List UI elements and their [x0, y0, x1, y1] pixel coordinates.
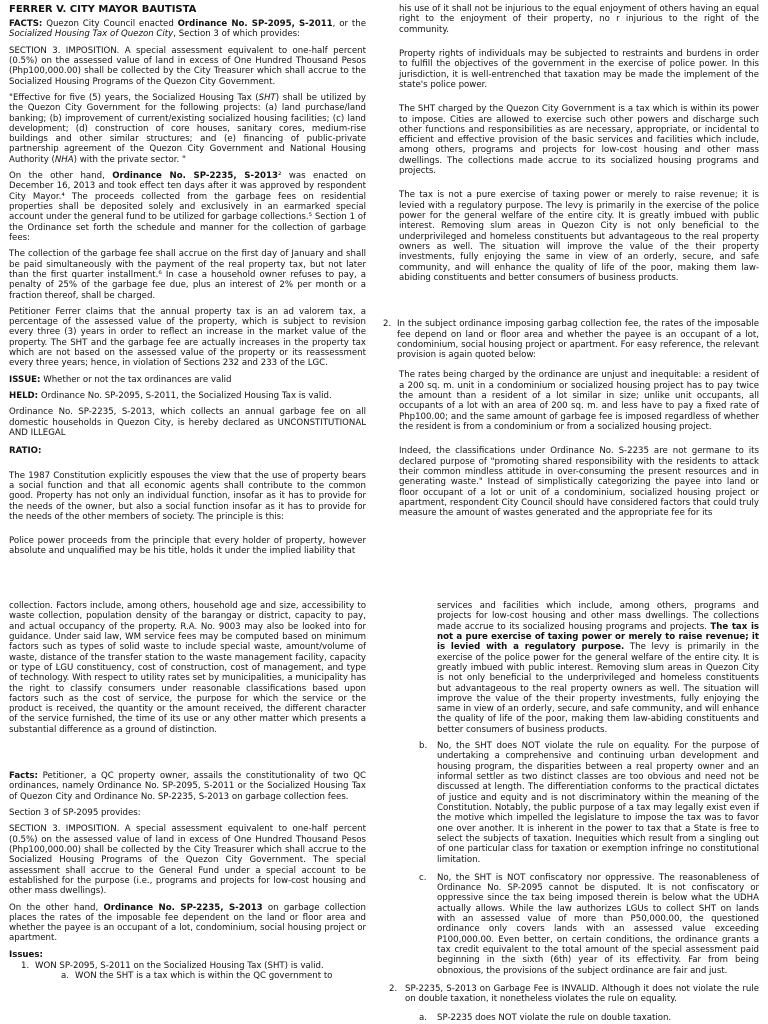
held-line: HELD: Ordinance No. SP-2095, S-2011, the Socialized Housing Tax is valid.: [9, 391, 332, 401]
case-title: FERRER V. CITY MAYOR BAUTISTA: [9, 4, 197, 15]
bottom-right-column: [389, 601, 759, 1023]
top-right-column: [383, 4, 759, 525]
held-item-c: c. No, the SHT is NOT confiscatory nor oppressive. The reasonableness of Ordinance No. SP-2095 cannot be disputed. It is not confiscatory or oppressive since the tax being imposed therein is below what the UDHA actually allows. While the law authorizes LGUs to collect SHT on lands with an assessed value of more than P50,000.00, the questioned ordinance only covers lands with an assessed value exceeding P100,000.00. Even better, on certain conditions, the ordinance grants a tax credit equivalent to the total amount of the special assessment paid beginning in the sixth (6th) year of its effectivity. Far from being obnoxious, the provisions of the subject ordinance are fair and just.: [419, 872, 759, 976]
garbage-collection-paragraph: The collection of the garbage fee shall accrue on the first day of January and shall be paid simultaneously with the payment of the real property tax, but not later than the first quarter installment.⁶ In case a household owner refuses to pay, a penalty of 25% of the garbage fee due, plus an interest of 2% per month or a fraction thereof, shall be charged.: [9, 249, 366, 301]
right-paragraph-4: The tax is not a pure exercise of taxing power or merely to raise revenue; it is levied with a regulatory purpose. The levy is primarily in the exercise of the police power for the general welfare of the entire city. It is greatly imbued with public interest. Removing slum areas in Quezon City is not only beneficial to the underprivileged and homeless constituents but advantageous to the real property owners as well. The situation will improve the value of the their property investments, fully enjoying the same in view of an orderly, secure, and safe community, and will enhance the quality of life of the poor, making them law-abiding constituents and better consumers of business products.: [399, 190, 759, 283]
facts-paragraph: FACTS: Quezon City Council enacted Ordinance No. SP-2095, S-2011, or the Socialized Housing Tax of Quezon City, Section 3 of which provides:: [9, 19, 366, 40]
bottom-left-column: [9, 601, 366, 982]
section-3-intro: Section 3 of SP-2095 provides:: [9, 808, 141, 818]
garbage-ordinance-summary: On the other hand, Ordinance No. SP-2235, S-2013 on garbage collection places the rates of the imposable fee dependent on the land or floor area and whether the payee is an occupant of a lot, condominium, social housing project or apartment.: [9, 902, 366, 944]
garbage-ordinance-paragraph: On the other hand, Ordinance No. SP-2235, S-2013² was enacted on December 16, 2013 and took effect ten days after it was approved by respondent City Mayor.⁴ The proceeds collected from the garbage fees on residential properties shall be deposited solely and exclusively in an earmarked special account under the general fund to be utilized for garbage collections.⁵ Section 1 of the Ordinance set forth the schedule and manner for the collection of garbage fees:: [9, 171, 366, 243]
issue-item-1a: a. WON the SHT is a tax which is within the QC government to: [61, 971, 333, 982]
petitioner-claim: Petitioner Ferrer claims that the annual property tax is an ad valorem tax, a percentage of the assessed value of the property, which is subject to revision every three (3) years in order to reflect an increase in the market value of the property. The SHT and the garbage fee are actually increases in the property tax which are not based on the assessed value of the property or its reassessment every three years; hence, in violation of Sections 232 and 233 of the LGC.: [9, 306, 366, 369]
rates-unjust-paragraph: The rates being charged by the ordinance are unjust and inequitable: a resident of a 200 sq. m. unit in a condominium or socialized housing project has to pay twice the amount than a resident of a lot similar in size; unlike unit occupants, all occupants of a lot with an area of 200 sq. m. and less have to pay a fixed rate of Php100.00; and the same amount of garbage fee is imposed regardless of whether the resident is from a condominium or from a socialized housing project.: [399, 370, 759, 432]
held-item-2a: a. SP-2235 does NOT violate the rule on double taxation.: [419, 1012, 672, 1023]
held-garbage-unconstitutional: Ordinance No. SP-2235, S-2013, which collects an annual garbage fee on all domestic households in Quezon City, is hereby declared as UNCONSTITUTIONAL AND ILLEGAL: [9, 407, 366, 438]
issues-heading: Issues:: [9, 949, 43, 960]
item-number: 2.: [383, 319, 392, 330]
held-item-2: 2. SP-2235, S-2013 on Garbage Fee is INVALID. Although it does not violate the rule on double taxation, it nonetheless violates the rule on equality.: [389, 983, 759, 1005]
facts-summary: Facts: Petitioner, a QC property owner, assails the constitutionality of two QC ordinances, namely Ordinance No. SP-2095, S-2011 or the Socialized Housing Tax of Quezon City and Ordinance No. SP-2235, S-2013 on garbage collection fees.: [9, 771, 366, 802]
police-power-paragraph: Police power proceeds from the principle that every holder of property, however absolute and unqualified may be his title, holds it under the implied liability that: [9, 536, 366, 557]
collection-factors-paragraph: collection. Factors include, among others, household age and size, accessibility to waste collection, population density of the barangay or district, capacity to pay, and actual occupancy of the property. R.A. No. 9003 may also be looked into for guidance. Under said law, WM service fees may be computed based on minimum factors such as types of solid waste to include special waste, amount/volume of waste, distance of the transfer station to the waste management facility, capacity or type of LGU constituency, cost of construction, cost of management, and type of technology. With respect to utility rates set by municipalities, a municipality has the right to classify consumers under reasonable classifications based upon factors such as the cost of service, the purpose for which the service or the product is received, the quantity or the amount received, the different character of the service furnished, the time of its use or any other matter which presents a substantial difference as a ground of distinction.: [9, 601, 366, 735]
section-3-full-text: SECTION 3. IMPOSITION. A special assessment equivalent to one-half percent (0.5%) on the assessed value of land in excess of One Hundred Thousand Pesos (Php100,000.00) shall be collected by the City Treasurer which shall accrue to the Socialized Housing Programs of the Quezon City Government. The special assessment shall accrue to the General Fund under a special account to be established for the purpose (i.e., programs and projects for low-cost housing and other mass dwellings).: [9, 824, 366, 897]
issue-line: ISSUE: Whether or not the tax ordinances are valid: [9, 374, 232, 385]
sht-regulatory-paragraph: services and facilities which include, among others, programs and projects for low-cost housing and other mass dwellings. The collections made accrue to its socialized housing programs and projects. The tax is not a pure exercise of taxing power or merely to raise revenue; it is levied with a regulatory purpose. The levy is primarily in the exercise of the police power for the general welfare of the entire city. It is greatly imbued with public interest. Removing slum areas in Quezon City is not only beneficial to the underprivileged and homeless constituents but advantageous to the real property owners as well. The situation will improve the value of the their property investments, fully enjoying the same in view of an orderly, secure, and safe community, and will enhance the quality of life of the poor, making them law-abiding constituents and better consumers of business products.: [437, 601, 760, 735]
classification-paragraph: Indeed, the classifications under Ordinance No. S-2235 are not germane to its declared purpose of "promoting shared responsibility with the residents to attack their common mindless attitude in over-consuming the present resources and in generating waste." Instead of simplistically categorizing the payee into land or floor occupant of a lot or unit of a condominium, socialized housing project or apartment, respondent City Council should have considered factors that could truly measure the amount of wastes generated and the appropriate fee for its: [399, 446, 759, 519]
right-paragraph-1: his use of it shall not be injurious to the equal enjoyment of others having an equal right to the enjoyment of their property, no r injurious to the right of the community.: [399, 4, 759, 35]
sht-quote: "Effective for five (5) years, the Socialized Housing Tax (SHT) shall be utilized by the Quezon City Government for the following projects: (a) land purchase/land banking; (b) improvement of current/existing socialized housing facilities; (c) land development; (d) construction of core houses, sanitary cores, medium-rise buildings and other similar structures; and (e) financing of public-private partnership agreement of the Quezon City Government and National Housing Authority (NHA) with the private sector. ": [9, 92, 366, 165]
constitution-paragraph: The 1987 Constitution explicitly espouses the view that the use of property bears a social function and that all economic agents shall contribute to the common good. Property has not only an individual function, insofar as it has to provide for the needs of the owner, but also a social function insofar as it has to provide for the needs of the other members of society. The principle is this:: [9, 470, 366, 522]
ratio-item-2: 2. In the subject ordinance imposing garbag collection fee, the rates of the imposable fee depend on land or floor area and whether the payee is an occupant of a lot, condominium, social housing project or apartment. For easy reference, the relevant provision is again quoted below:: [383, 319, 759, 361]
right-paragraph-3: The SHT charged by the Quezon City Government is a tax which is within its power to impose. Cities are allowed to exercise such other powers and discharge such other functions and responsibilities as are necessary, appropriate, or incidental to efficient and effective provision of the basic services and facilities which include, among others, programs and projects for low-cost housing and other mass dwellings. The collections made accrue to its socialized housing programs and projects.: [399, 104, 759, 177]
issue-item-1: 1. WON SP-2095, S-2011 on the Socialized Housing Tax (SHT) is valid.: [21, 961, 324, 972]
held-item-b: b. No, the SHT does NOT violate the rule on equality. For the purpose of undertaking a comprehensive and continuing urban development and housing program, the disparities between a real property owner and an informal settler as two distinct classes are too obvious and need not be discussed at length. The differentiation conforms to the practical dictates of justice and equity and is not discriminatory within the meaning of the Constitution. Notably, the public purpose of a tax may legally exist even if the motive which impelled the legislature to impose the tax was to favor one over another. It is inherent in the power to tax that a State is free to select the subjects of taxation. Inequities which result from a singling out of one particular class for taxation or exemption infringe no constitutional limitation.: [419, 741, 759, 865]
top-left-column: [9, 4, 366, 563]
right-paragraph-2: Property rights of individuals may be subjected to restraints and burdens in order to fulfill the objectives of the government in the exercise of police power. In this jurisdiction, it is well-entrenched that taxation may be made the implement of the state's police power.: [399, 48, 759, 90]
ratio-heading: RATIO:: [9, 446, 42, 457]
section-3-text: SECTION 3. IMPOSITION. A special assessment equivalent to one-half percent (0.5%) on the assessed value of land in excess of One Hundred Thousand Pesos (Php100,000.00) shall be collected by the City Treasurer which shall accrue to the Socialized Housing Programs of the Quezon City Government.: [9, 45, 366, 87]
